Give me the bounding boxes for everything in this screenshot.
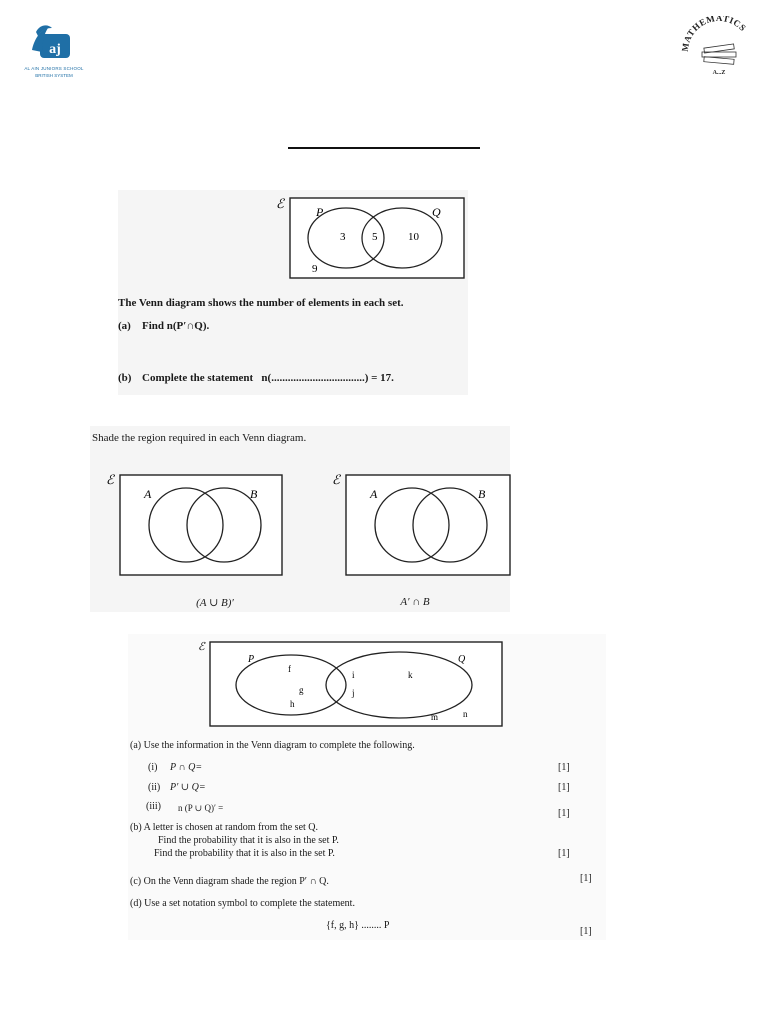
q1-set-p-label: P <box>316 205 324 219</box>
q3-universal-label: ℰ <box>198 641 205 653</box>
q1-part-a-text: Find n(P′∩Q). <box>142 320 210 332</box>
q3-element-k: k <box>408 670 413 680</box>
q3-part-a: (a) Use the information in the Venn diagram to complete the following. <box>130 740 415 751</box>
q3-item-iii-text: n (P ∪ Q)′ = <box>178 803 224 813</box>
maths-logo-word: MATHEMATICS <box>680 16 749 53</box>
q3-set-q-label: Q <box>458 654 466 665</box>
q1-universal-label: ℰ <box>276 196 284 211</box>
q1-intro: The Venn diagram shows the number of elements in each set. <box>118 297 404 309</box>
q3-item-iii-mark: [1] <box>558 808 570 819</box>
maths-logo-caption: A...Z <box>712 70 726 76</box>
q3-part-b-mark: [1] <box>558 848 570 859</box>
q1-part-b-label: (b) <box>118 372 132 384</box>
q1-region-both: 5 <box>372 231 378 243</box>
books-icon <box>680 16 758 78</box>
q3-item-i-mark: [1] <box>558 762 570 773</box>
school-logo-initials: aj <box>49 42 61 57</box>
q3-set-p-label: P <box>248 654 255 665</box>
q2-d2-set-b-label: B <box>478 487 486 501</box>
q1-set-q-label: Q <box>432 205 441 219</box>
q3-statement: {f, g, h} ........ P <box>326 920 390 931</box>
maths-logo <box>680 16 758 78</box>
q1-region-only-q: 10 <box>408 231 419 243</box>
q3-part-b-line1: Find the probability that it is also in the set P. <box>158 835 339 846</box>
q1-part-a-label: (a) <box>118 320 131 332</box>
q3-item-iii-label: (iii) <box>146 801 161 812</box>
q1-venn-diagram <box>272 194 468 282</box>
q3-item-i-label: (i) <box>148 762 158 773</box>
q2-instruction: Shade the region required in each Venn diagram. <box>92 432 307 444</box>
q3-element-f: f <box>288 664 291 674</box>
school-logo <box>18 22 90 80</box>
q3-element-n: n <box>463 709 468 719</box>
title-underline <box>288 147 480 149</box>
q3-element-j: j <box>352 688 355 698</box>
q3-element-m: m <box>431 712 439 722</box>
school-logo-icon <box>18 22 90 80</box>
q3-element-h: h <box>290 699 295 709</box>
q2-d1-set-b-label: B <box>250 487 258 501</box>
q2-d1-set-a-label: A <box>144 487 152 501</box>
q3-venn-diagram <box>196 638 506 730</box>
q2-venn-diagram-2 <box>330 470 514 580</box>
q3-part-c: (c) On the Venn diagram shade the region P′ ∩ Q. <box>130 876 329 887</box>
q1-region-outside: 9 <box>312 263 318 275</box>
q2-d2-universal-label: ℰ <box>332 472 340 487</box>
q2-d1-caption: (A ∪ B)′ <box>196 597 234 609</box>
q3-item-ii-label: (ii) <box>148 782 161 793</box>
q3-item-ii-text: P′ ∪ Q= <box>170 782 206 793</box>
q3-element-i: i <box>352 670 355 680</box>
school-subtitle: BRITISH SYSTEM <box>35 73 73 78</box>
q3-part-c-mark: [1] <box>580 873 592 884</box>
q3-item-ii-mark: [1] <box>558 782 570 793</box>
q3-part-d-mark: [1] <box>580 926 592 937</box>
school-name: AL AIN JUNIORS SCHOOL <box>24 66 84 71</box>
q2-d1-universal-label: ℰ <box>106 472 114 487</box>
q3-part-b-line2: Find the probability that it is also in the set P. <box>154 848 335 859</box>
q3-element-g: g <box>299 685 304 695</box>
q3-item-i-text: P ∩ Q= <box>170 762 203 773</box>
q3-part-d: (d) Use a set notation symbol to complete the statement. <box>130 898 355 909</box>
q1-region-only-p: 3 <box>340 231 346 243</box>
q1-part-b-text: Complete the statement n(..................................) = 17. <box>142 372 394 384</box>
q2-venn-diagram-1 <box>104 470 288 580</box>
q3-part-b: (b) A letter is chosen at random from the set Q. <box>130 822 319 833</box>
q2-d2-set-a-label: A <box>370 487 378 501</box>
q2-d2-caption: A′ ∩ B <box>400 596 430 608</box>
